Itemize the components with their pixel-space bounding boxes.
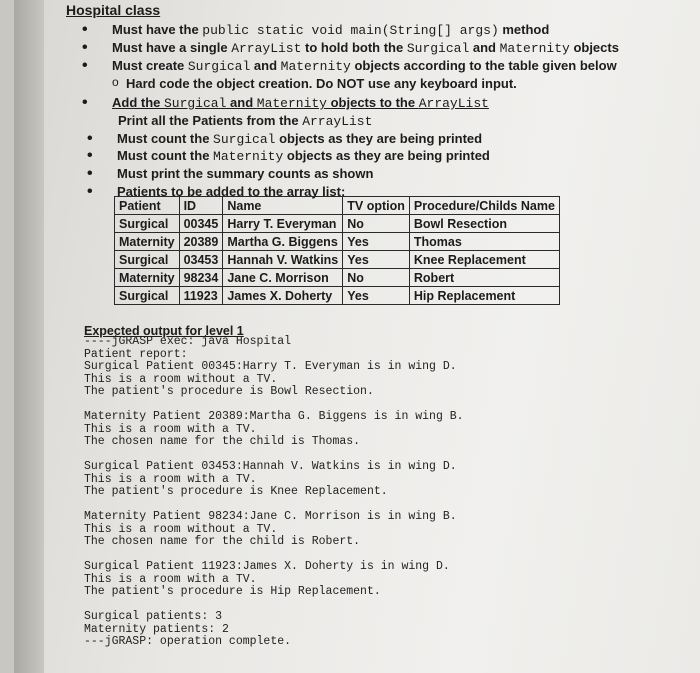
table-header-row bbox=[115, 197, 560, 215]
table-cell: 20389 bbox=[179, 233, 223, 251]
table-row bbox=[115, 287, 560, 305]
requirement-line bbox=[82, 94, 489, 111]
requirement-line bbox=[118, 113, 372, 129]
table-cell: Surgical bbox=[115, 251, 180, 269]
requirement-text: to hold both the bbox=[301, 40, 407, 55]
requirement-text: Must count the bbox=[117, 131, 214, 146]
requirement-line bbox=[87, 130, 483, 147]
table-cell: Surgical bbox=[115, 287, 180, 305]
table-cell: Thomas bbox=[409, 233, 559, 251]
table-cell: ID bbox=[179, 197, 223, 215]
table-cell: 03453 bbox=[179, 251, 223, 269]
requirement-text: Hard code the object creation. Do NOT use any keyboard input. bbox=[126, 76, 517, 91]
requirement-text: Add the bbox=[112, 95, 164, 110]
requirement-line bbox=[82, 39, 619, 56]
requirement-text: objects as they are being printed bbox=[283, 148, 490, 163]
table-cell: 00345 bbox=[179, 215, 223, 233]
requirement-line bbox=[82, 57, 617, 74]
output-line: The patient's procedure is Knee Replacement. bbox=[84, 485, 388, 498]
bullet-icon: • bbox=[82, 94, 88, 111]
code-text: ArrayList bbox=[231, 41, 302, 56]
table-cell: James X. Doherty bbox=[223, 287, 343, 305]
bullet-icon: • bbox=[82, 39, 88, 56]
output-line: Surgical Patient 11923:James X. Doherty is in wing D. bbox=[84, 560, 450, 573]
code-text: ArrayList bbox=[418, 96, 489, 111]
sub-bullet-icon: o bbox=[112, 75, 119, 89]
code-text: Maternity bbox=[280, 59, 351, 74]
table-cell: Bowl Resection bbox=[409, 215, 559, 233]
output-line: This is a room with a TV. bbox=[84, 572, 257, 586]
code-text: Maternity bbox=[256, 96, 327, 111]
code-text: Surgical bbox=[213, 132, 276, 147]
page-title: Hospital class bbox=[66, 2, 161, 18]
table-cell: 98234 bbox=[179, 269, 223, 287]
code-text: Surgical bbox=[187, 59, 251, 74]
table-row bbox=[115, 251, 560, 269]
output-line: This is a room without a TV. bbox=[84, 522, 278, 536]
output-line: The chosen name for the child is Robert. bbox=[84, 535, 361, 548]
code-text: ArrayList bbox=[302, 114, 373, 129]
table-cell: No bbox=[343, 215, 410, 233]
requirement-text: and bbox=[226, 95, 257, 110]
table-cell: Harry T. Everyman bbox=[223, 215, 343, 233]
output-line: Surgical Patient 00345:Harry T. Everyman is in wing D. bbox=[84, 360, 457, 373]
requirement-text: Print all the Patients from the bbox=[118, 113, 303, 128]
code-text: Maternity bbox=[499, 41, 570, 56]
table-cell: Maternity bbox=[115, 233, 180, 251]
requirement-text: and bbox=[469, 40, 500, 55]
table-cell: Surgical bbox=[115, 215, 180, 233]
output-line: This is a room with a TV. bbox=[84, 472, 257, 486]
requirement-line bbox=[112, 75, 517, 91]
expected-output-block bbox=[84, 336, 464, 649]
table-cell: Patient bbox=[115, 197, 180, 215]
output-line: This is a room without a TV. bbox=[84, 372, 278, 386]
requirement-line bbox=[87, 165, 374, 182]
table-cell: Yes bbox=[343, 251, 410, 269]
output-line: The chosen name for the child is Thomas. bbox=[84, 435, 361, 448]
table-cell: Name bbox=[223, 197, 343, 215]
table-cell: No bbox=[343, 269, 410, 287]
bullet-icon: • bbox=[87, 147, 93, 164]
table-cell: Procedure/Childs Name bbox=[409, 197, 559, 215]
requirement-text: and bbox=[250, 58, 281, 73]
expected-output-heading: Expected output for level 1 bbox=[84, 324, 244, 338]
output-line: This is a room with a TV. bbox=[84, 422, 257, 436]
code-text: Surgical bbox=[406, 41, 470, 56]
output-line: Patient report: bbox=[84, 347, 188, 361]
code-text: public static void main(String[] args) bbox=[202, 23, 499, 38]
output-line: ----jGRASP exec: java Hospital bbox=[84, 335, 292, 348]
output-line: The patient's procedure is Bowl Resection. bbox=[84, 385, 374, 398]
output-line: Maternity Patient 20389:Martha G. Biggens is in wing B. bbox=[84, 410, 464, 423]
output-line: ---jGRASP: operation complete. bbox=[84, 635, 292, 648]
requirement-text: Must create bbox=[112, 58, 188, 73]
paper-page bbox=[14, 0, 700, 673]
bullet-icon: • bbox=[87, 130, 93, 147]
requirement-text: Must count the bbox=[117, 148, 214, 163]
code-text: Maternity bbox=[213, 149, 284, 164]
table-row bbox=[115, 215, 560, 233]
table-cell: Hip Replacement bbox=[409, 287, 559, 305]
table-cell: TV option bbox=[343, 197, 410, 215]
requirement-line bbox=[82, 21, 550, 38]
requirement-text: objects as they are being printed bbox=[275, 131, 483, 146]
requirement-text: Must have a single bbox=[112, 40, 232, 55]
bullet-icon: • bbox=[82, 21, 88, 38]
table-cell: Knee Replacement bbox=[409, 251, 559, 269]
table-cell: Hannah V. Watkins bbox=[223, 251, 343, 269]
table-cell: Robert bbox=[409, 269, 559, 287]
table-cell: Yes bbox=[343, 287, 410, 305]
requirement-text: Must have the bbox=[112, 22, 203, 37]
table-cell: Martha G. Biggens bbox=[223, 233, 343, 251]
table-cell: Maternity bbox=[115, 269, 180, 287]
code-text: Surgical bbox=[164, 96, 227, 111]
bullet-icon: • bbox=[87, 183, 93, 200]
bullet-icon: • bbox=[82, 57, 88, 74]
requirement-text: objects bbox=[569, 40, 619, 55]
page-shadow bbox=[14, 0, 44, 673]
table-cell: Yes bbox=[343, 233, 410, 251]
bullet-icon: • bbox=[87, 165, 93, 182]
output-line: The patient's procedure is Hip Replacement. bbox=[84, 585, 381, 598]
output-line: Maternity patients: 2 bbox=[84, 622, 229, 636]
requirement-text: objects according to the table given below bbox=[350, 58, 617, 73]
table-cell: 11923 bbox=[179, 287, 223, 305]
requirement-text: objects to the bbox=[326, 95, 419, 110]
table-cell: Jane C. Morrison bbox=[223, 269, 343, 287]
requirement-text: Patients to be added to the array list: bbox=[117, 184, 346, 199]
requirement-line bbox=[87, 147, 490, 164]
table-row bbox=[115, 269, 560, 287]
output-line: Surgical Patient 03453:Hannah V. Watkins is in wing D. bbox=[84, 460, 457, 473]
table-row bbox=[115, 233, 560, 251]
requirement-text: method bbox=[498, 22, 550, 37]
output-line: Maternity Patient 98234:Jane C. Morrison is in wing B. bbox=[84, 510, 457, 523]
output-line: Surgical patients: 3 bbox=[84, 610, 223, 623]
requirement-text: Must print the summary counts as shown bbox=[117, 166, 374, 181]
patients-table bbox=[114, 196, 560, 305]
